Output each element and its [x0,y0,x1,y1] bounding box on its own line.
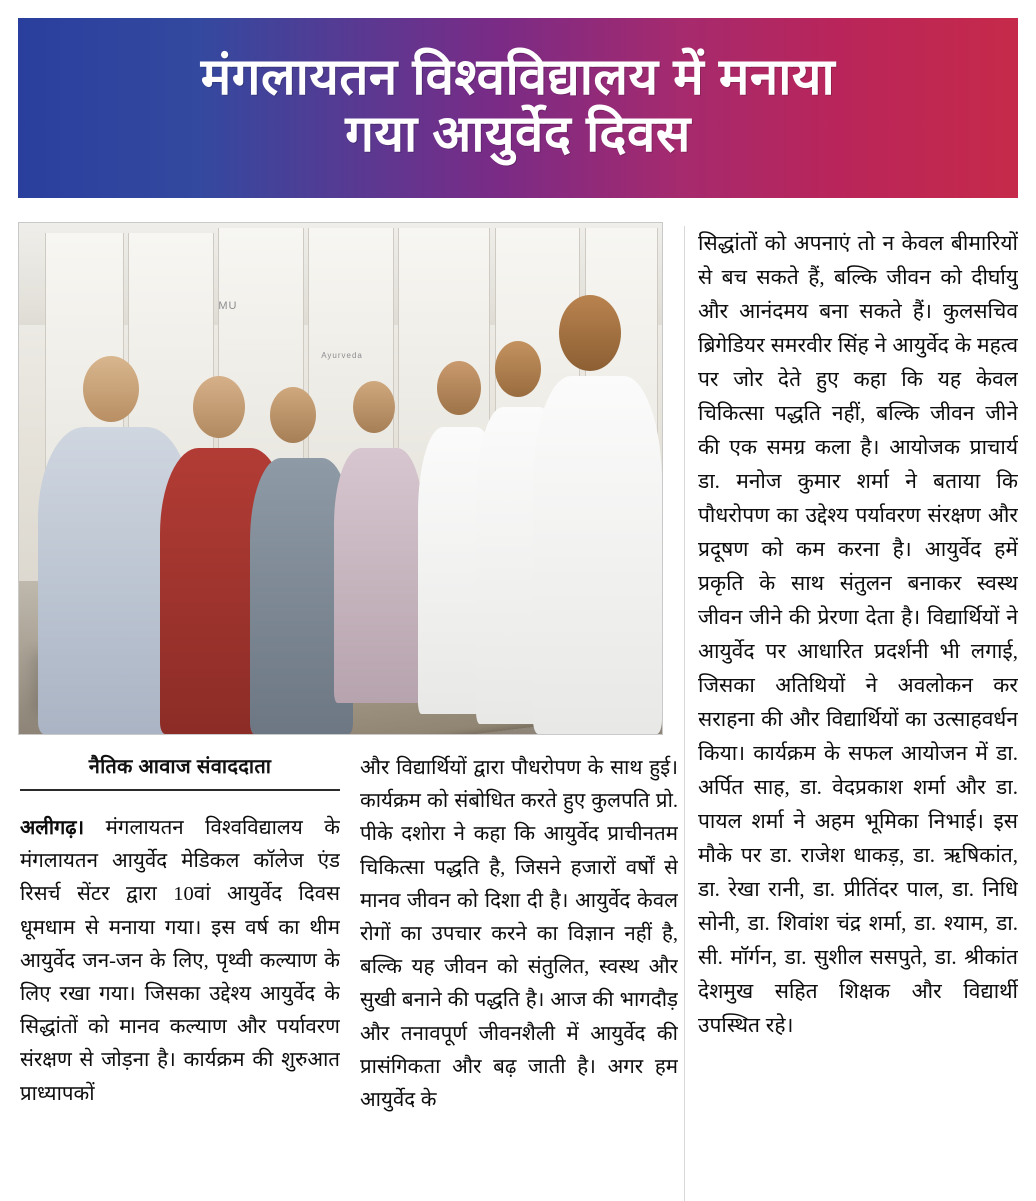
byline-rule [20,789,340,791]
photo-speaker-head [559,295,621,371]
byline [20,752,340,791]
photo-banner-text-2: Ayurveda [321,350,363,360]
headline-banner [18,18,1018,198]
column-2-text: और विद्यार्थियों द्वारा पौधरोपण के साथ हुई। कार्यक्रम को संबोधित करते हुए कुलपति प्रो. पीके दशोरा ने कहा कि आयुर्वेद प्राचीनतम चिकित्सा पद्धति है, जिसने हजारों वर्षों से मानव जीवन को दिशा दी है। आयुर्वेद केवल रोगों का उपचार करने का विज्ञान नहीं है, बल्कि यह जीवन को संतुलित, स्वस्थ और सुखी बनाने की पद्धति है। आज की भागदौड़ और तनावपूर्ण जीवनशैली में आयुर्वेद की प्रासंगिकता और बढ़ जाती है। अगर हम आयुर्वेद के [360,757,678,1112]
column-divider [684,226,685,1201]
photo-doctor-head [437,361,481,415]
byline-text: नैतिक आवाज संवाददाता [88,756,272,778]
column-3-text: सिद्धांतों को अपनाएं तो न केवल बीमारियों से बच सकते हैं, बल्कि जीवन को दीर्घायु और आनंदमय बना सकते हैं। कुलसचिव ब्रिगेडियर समरवीर सिंह ने आयुर्वेद के महत्व पर जोर देते हुए कहा कि यह केवल चिकित्सा पद्धति नहीं, बल्कि जीवन जीने की एक समग्र कला है। आयोजक प्राचार्य डा. मनोज कुमार शर्मा ने बताया कि पौधरोपण का उद्देश्य पर्यावरण संरक्षण और प्रदूषण को कम करना है। आयुर्वेद हमें प्रकृति के साथ संतुलन बनाकर स्वस्थ जीवन जीने की प्रेरणा देता है। विद्यार्थियों ने आयुर्वेद पर आधारित प्रदर्शनी भी लगाई, जिसका अतिथियों ने अवलोकन कर सराहना की और विद्यार्थियों का उत्साहवर्धन किया। कार्यक्रम के सफल आयोजन में डा. अर्पित साह, डा. वेदप्रकाश शर्मा और डा. पायल शर्मा ने अहम भूमिका निभाई। इस मौके पर डा. राजेश धाकड़, डा. ऋषिकांत, डा. रेखा रानी, डा. प्रीतिंदर पाल, डा. निधि सोनी, डा. शिवांश चंद्र शर्मा, डा. श्याम, डा. सी. मॉर्गन, डा. सुशील ससपुते, डा. श्रीकांत देशमुख सहित शिक्षक और विद्यार्थी उपस्थित रहे। [698,231,1018,1038]
column-1-text: मंगलायतन विश्वविद्यालय के मंगलायतन आयुर्वेद मेडिकल कॉलेज एंड रिसर्च सेंटर द्वारा 10वां आयुर्वेद दिवस धूमधाम से मनाया गया। इस वर्ष का थीम आयुर्वेद जन-जन के लिए, पृथ्वी कल्याण के लिए रखा गया। जिसका उद्देश्य आयुर्वेद के सिद्धांतों को मानव कल्याण और पर्यावरण संरक्षण से जोड़ना है। कार्यक्रम की शुरुआत प्राध्यापकों [20,817,340,1105]
article-column-2 [360,752,678,1201]
article-column-3 [698,226,1018,1201]
headline-line-2: गया आयुर्वेद दिवस [345,105,691,162]
photo-attendee-head [193,376,245,438]
headline-line-1: मंगलायतन विश्वविद्यालय में मनाया [200,47,836,105]
photo-doctor-head [495,341,541,397]
photo-canvas [19,223,662,734]
photo-speaker-coat [533,376,662,734]
article-photo [18,222,663,735]
dateline: अलीगढ़। [20,817,85,839]
article-column-1 [20,812,340,1201]
photo-banner-text-1: MU [218,299,238,312]
photo-attendee-head [270,387,316,443]
photo-attendee-head [83,356,139,422]
photo-attendee-body [334,448,424,704]
